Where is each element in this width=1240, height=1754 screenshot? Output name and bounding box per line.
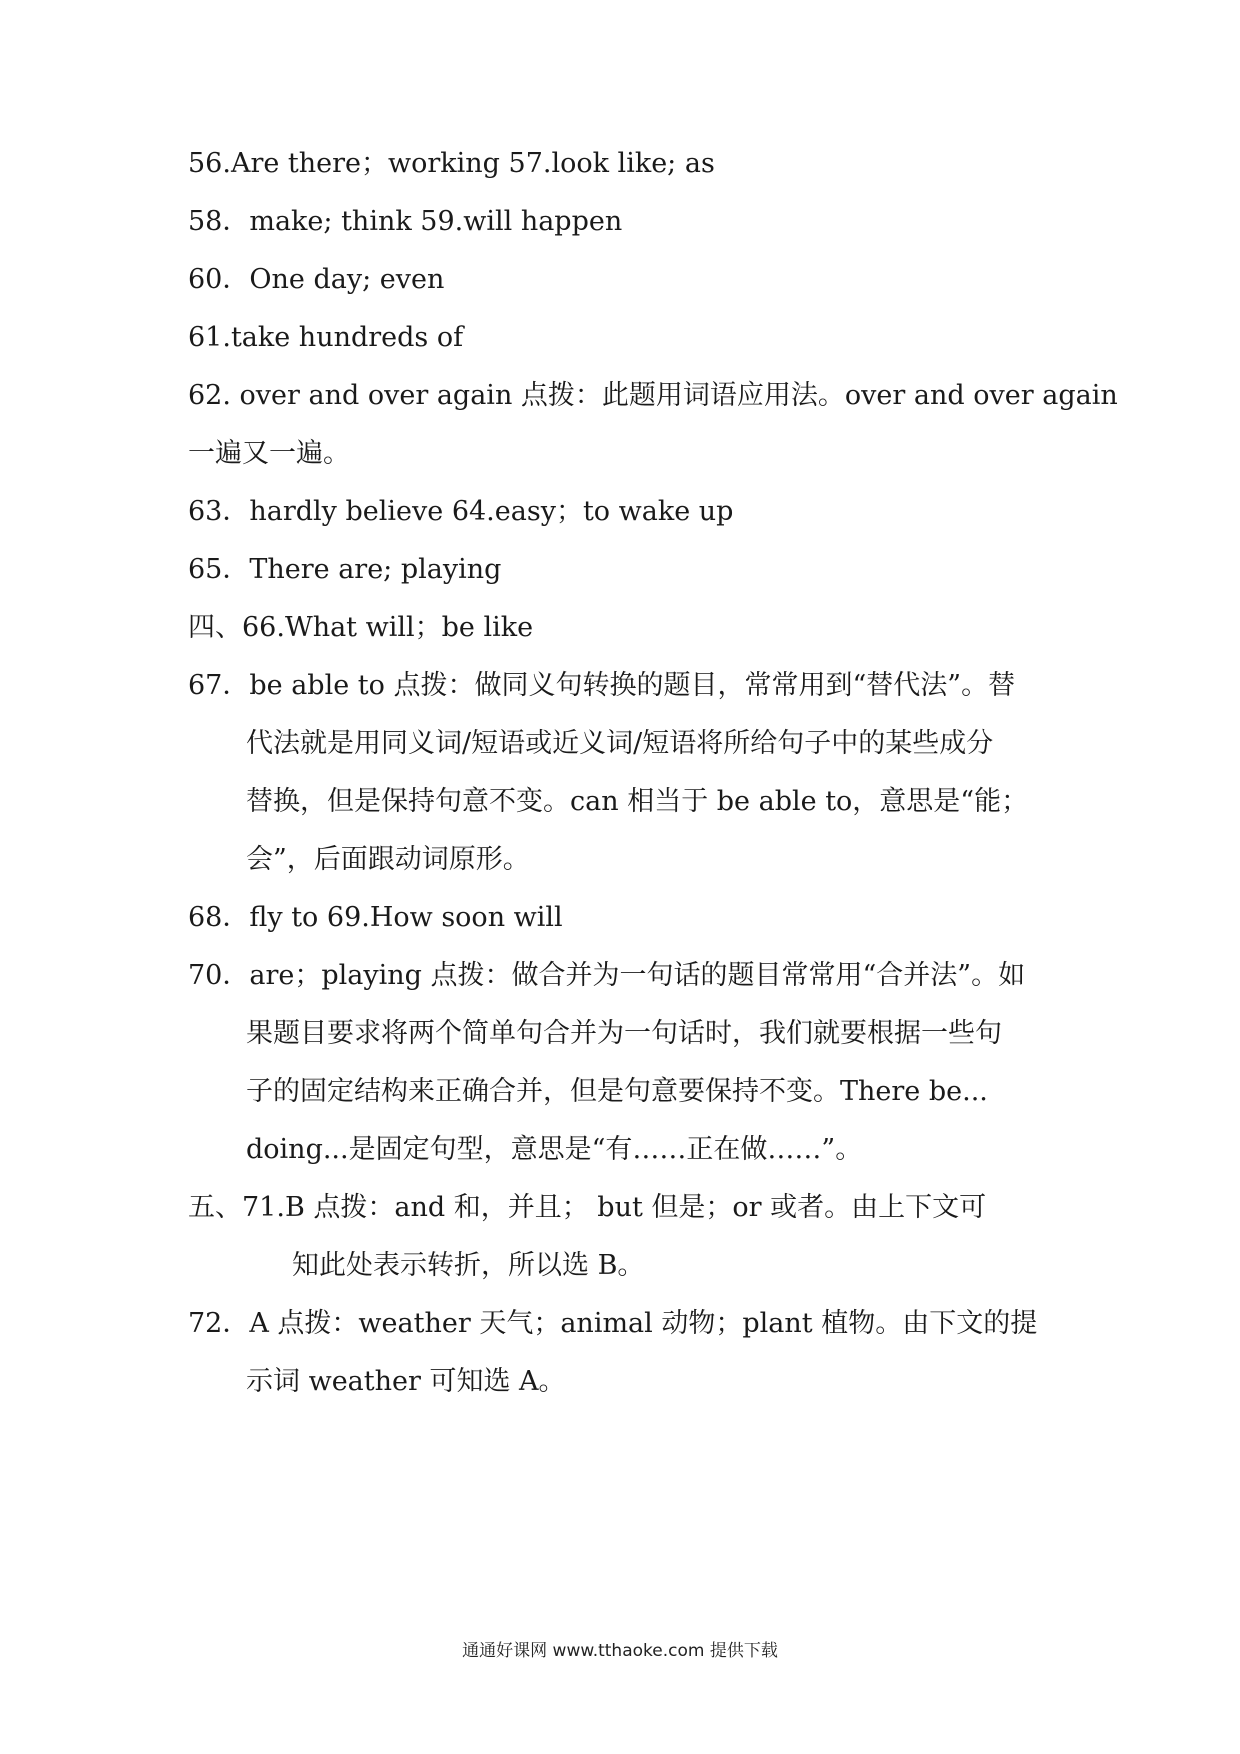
answer-line-70-cont-2: 子的固定结构来正确合并，但是句意要保持不变。There be...	[246, 1076, 988, 1107]
answer-line-66: 四、66.What will；be like	[188, 612, 534, 643]
answer-line-67-cont-1: 代法就是用同义词/短语或近义词/短语将所给句子中的某些成分	[246, 728, 994, 759]
answer-line-56-57: 56.Are there；working 57.look like; as	[188, 148, 715, 179]
answer-line-67-cont-3: 会”，后面跟动词原形。	[246, 844, 530, 875]
answer-line-62-cont: 一遍又一遍。	[188, 438, 350, 469]
answer-line-61: 61.take hundreds of	[188, 322, 464, 353]
answer-line-62: 62. over and over again 点拨：此题用词语应用法。over and over again	[188, 380, 1118, 411]
page-footer: 通通好课网 www.tthaoke.com 提供下载	[462, 1641, 778, 1661]
answer-line-72-cont: 示词 weather 可知选 A。	[246, 1366, 566, 1397]
answer-line-68-69: 68．fly to 69.How soon will	[188, 902, 563, 933]
answer-line-70: 70．are；playing 点拨：做合并为一句话的题目常常用“合并法”。如	[188, 960, 1026, 991]
answer-line-58-59: 58．make; think 59.will happen	[188, 206, 623, 237]
answer-line-71-cont: 知此处表示转折，所以选 B。	[292, 1250, 645, 1281]
answer-line-63-64: 63．hardly believe 64.easy；to wake up	[188, 496, 734, 527]
answer-line-60: 60．One day; even	[188, 264, 445, 295]
answer-line-71: 五、71.B 点拨：and 和，并且； but 但是；or 或者。由上下文可	[188, 1192, 987, 1223]
answer-line-67-cont-2: 替换，但是保持句意不变。can 相当于 be able to，意思是“能；	[246, 786, 1029, 817]
answer-line-70-cont-3: doing...是固定句型，意思是“有……正在做……”。	[246, 1134, 863, 1165]
answer-line-67: 67．be able to 点拨：做同义句转换的题目，常常用到“替代法”。替	[188, 670, 1016, 701]
answer-line-72: 72．A 点拨：weather 天气；animal 动物；plant 植物。由下文的提	[188, 1308, 1038, 1339]
answer-line-65: 65．There are; playing	[188, 554, 502, 585]
answer-line-70-cont-1: 果题目要求将两个简单句合并为一句话时，我们就要根据一些句	[246, 1018, 1002, 1049]
